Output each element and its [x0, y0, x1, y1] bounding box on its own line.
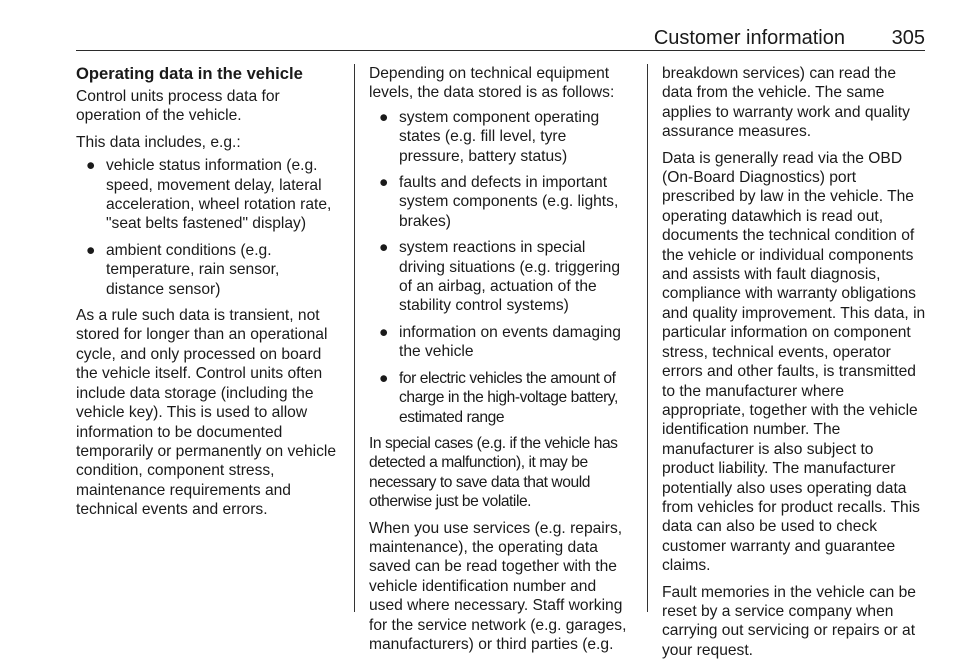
- bullet-icon: ●: [86, 157, 96, 175]
- paragraph: This data includes, e.g.:: [76, 133, 241, 151]
- bullet-list: [369, 108, 633, 427]
- bullet-icon: ●: [86, 241, 96, 259]
- list-item: ● system reactions in special driving situations (e.g. triggering of an airbag, actuation of the stability control systems): [379, 239, 621, 315]
- list-item: ● vehicle status information (e.g. speed, movement delay, lateral acceleration, wheel rotation rate, "seat belts fastened" display): [86, 157, 332, 233]
- bullet-icon: ●: [379, 108, 389, 126]
- column-3: [662, 64, 926, 667]
- column-divider: [647, 64, 648, 612]
- paragraph: As a rule such data is transient, not stored for longer than an operational cycle, and only processed on board the vehicle itself. Control units often include data storage (including the vehicle key). This is used to allow information to be documented temporarily or permanently on vehicle condition, component stress, maintenance requirements and technical events and errors.: [76, 307, 337, 519]
- bullet-list: [76, 156, 338, 299]
- section-heading: Operating data in the vehicle: [76, 64, 303, 83]
- list-item: ● ambient conditions (e.g. temperature, rain sensor, distance sensor): [86, 241, 280, 298]
- paragraph: When you use services (e.g. repairs, maintenance), the operating data saved can be read together with the vehicle identification number and used where necessary. Staff working for the service network (e.g. garages, manufacturers) or third parties (e.g.: [369, 519, 627, 653]
- column-2: [369, 64, 633, 661]
- bullet-icon: ●: [379, 369, 388, 387]
- column-1: [76, 64, 338, 527]
- bullet-icon: ●: [379, 174, 389, 192]
- paragraph: breakdown services) can read the data from the vehicle. The same applies to warranty work and quality assurance measures.: [662, 65, 910, 141]
- bullet-icon: ●: [379, 239, 389, 257]
- list-item: ● information on events damaging the vehicle: [379, 323, 621, 361]
- list-item: ● faults and defects in important system components (e.g. lights, brakes): [379, 174, 619, 230]
- page-number: 305: [891, 27, 925, 49]
- paragraph: Control units process data for operation of the vehicle.: [76, 88, 280, 125]
- section-title: Customer information: [653, 27, 845, 49]
- paragraph: Data is generally read via the OBD (On-Board Diagnostics) port prescribed by law in the vehicle. The operating datawhich is read out, documents the technical condition of the vehicle or individual components and assists with fault diagnosis, compliance with warranty obligations and quality improvement. This data, in particular information on component stress, technical events, operator errors and other faults, is transmitted to the manufacturer where appropriate, together with the vehicle identification number. The manufacturer is also subject to product liability. The manufacturer potentially also uses operating data from vehicles for product recalls. This data can also be used to check customer warranty and guarantee claims.: [662, 149, 926, 575]
- list-item: ● for electric vehicles the amount of charge in the high-voltage battery, estimated range: [379, 369, 618, 426]
- list-item: ● system component operating states (e.g. fill level, tyre pressure, battery status): [379, 108, 600, 165]
- page-header: [76, 26, 925, 51]
- paragraph: Fault memories in the vehicle can be reset by a service company when carrying out servicing or repairs or at your request.: [662, 583, 916, 659]
- paragraph: In special cases (e.g. if the vehicle has detected a malfunction), it may be necessary to save data that would otherwise just be volatile.: [369, 434, 618, 511]
- bullet-icon: ●: [379, 323, 389, 341]
- column-divider: [354, 64, 355, 612]
- paragraph: Depending on technical equipment levels, the data stored is as follows:: [369, 65, 615, 102]
